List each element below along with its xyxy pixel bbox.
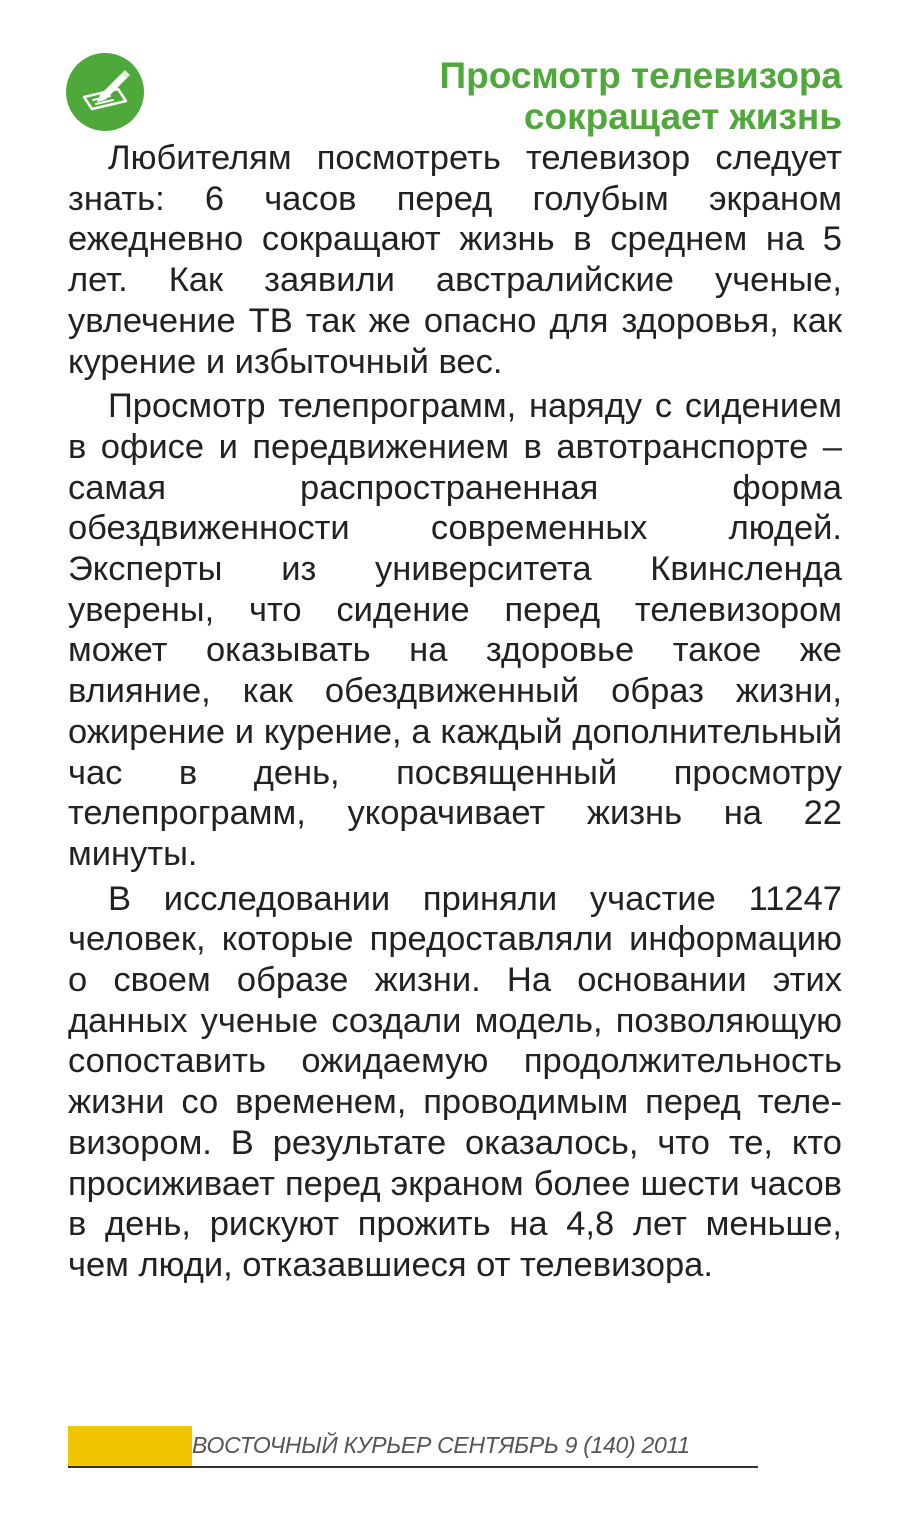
- paragraph-1: Любителям посмотреть телевизор следует знать: 6 часов перед голубым экраном ежедневно сокращают жизнь в среднем на 5 лет. Как заявили австралийские ученые, увлечение ТВ так же опасно для здоровья, как курение и избыточный вес.: [68, 139, 842, 381]
- article-headline: [202, 55, 842, 137]
- pen-writing-icon: [66, 53, 144, 131]
- footer-underline: [68, 1466, 758, 1468]
- footer-color-bar: [68, 1426, 192, 1466]
- article-body: [68, 138, 842, 1290]
- headline-line-2: сокращает жизнь: [523, 96, 842, 137]
- paragraph-3: В исследовании приняли участие 11247 человек, которые предоставляли информацию о своем образе жизни. На основании этих данных ученые создали модель, позволяющую сопоставить ожидаемую продолжительность жизни со временем, проводимым перед телевизором. В результате оказалось, что те, кто просиживает перед экраном более шести часов в день, рискуют прожить на 4,8 лет меньше, чем люди, отказавшиеся от телевизора.: [68, 879, 842, 1284]
- source-credit: ВОСТОЧНЫЙ КУРЬЕР СЕНТЯБРЬ 9 (140) 2011: [192, 1432, 690, 1458]
- paragraph-2: Просмотр телепрограмм, наряду с сидением в офисе и передвижением в автотранспорте – самая распространенная форма обездвиженности современных людей. Эксперты из университета Квинсленда уверены, что сидение перед телевизором может оказывать на здоровье такое же влияние, как обездвиженный образ жизни, ожирение и курение, а каждый дополнительный час в день, посвященный просмотру телепрограмм, укорачивает жизнь на 22 минуты.: [68, 387, 842, 873]
- source-footer: [68, 1426, 798, 1470]
- headline-line-1: Просмотр телевизора: [439, 55, 842, 96]
